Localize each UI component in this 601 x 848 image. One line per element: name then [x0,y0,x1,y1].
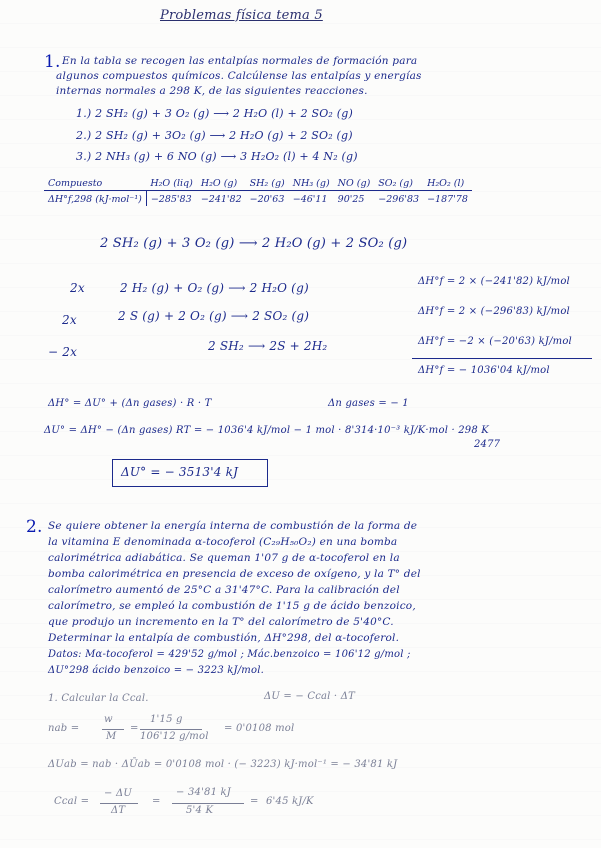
table-cell: −296'83 [374,191,423,207]
table-header-cell: NO (g) [337,178,371,189]
page-title: Problemas física tema 5 [160,8,323,23]
problem-1-line-3: internas normales a 298 K, de las siguientes reacciones. [56,85,368,97]
hess-step-3: 2 SH₂ ⟶ 2S + 2H₂ [208,339,328,353]
table-header-cell: SH₂ (g) [249,178,285,189]
delta-n-gases: Δn gases = − 1 [328,398,409,409]
table-cell: ΔH°f,298 (kJ·mol⁻¹) [44,191,146,207]
table-cell: −46'11 [289,191,334,207]
fraction-1-denominator: M [106,731,117,742]
problem-2-line-6: calorímetro, se empleó la combustión de 1'15 g de ácido benzoico, [48,600,416,612]
fraction-4-numerator: − 34'81 kJ [176,787,232,798]
table-header-row [44,176,472,191]
reaction-2: 2.) 2 SH₂ (g) + 3O₂ (g) ⟶ 2 H₂O (g) + 2 SO₂ (g) [76,129,353,142]
fraction-2-numerator: 1'15 g [150,714,183,725]
hess-result-3: ΔH°f = −2 × (−20'63) kJ/mol [418,336,572,347]
table-cell: −187'78 [423,191,472,207]
enthalpy-table [44,176,472,206]
hess-result-1: ΔH°f = 2 × (−241'82) kJ/mol [418,276,570,287]
problem-2-line-3: calorimétrica adiabática. Se queman 1'07 g de α-tocoferol en la [48,552,400,564]
problem-2-line-5: calorímetro aumentó de 25°C a 31'47°C. Para la calibración del [48,584,400,596]
hess-result-2: ΔH°f = 2 × (−296'83) kJ/mol [418,306,570,317]
relation-equation: ΔH° = ΔU° + (Δn gases) · R · T [48,398,212,409]
problem-2-line-8: Determinar la entalpía de combustión, ΔH°298, del α-tocoferol. [48,632,400,644]
reaction-3: 3.) 2 NH₃ (g) + 6 NO (g) ⟶ 3 H₂O₂ (l) + 4 N₂ (g) [76,150,358,163]
table-row [44,191,472,207]
table-header-cell: NH₃ (g) [292,178,330,189]
reaction-1: 1.) 2 SH₂ (g) + 3 O₂ (g) ⟶ 2 H₂O (l) + 2 SO₂ (g) [76,107,353,120]
problem-2-line-2: la vitamina E denominada α-tocoferol (C₂₉H₅₀O₂) en una bomba [48,536,398,548]
problem-1-line-2: algunos compuestos químicos. Calcúlense las entalpías y energías [56,70,422,82]
hess-step-1: 2 H₂ (g) + O₂ (g) ⟶ 2 H₂O (g) [120,281,309,295]
problem-2-data-2: ΔU°298 ácido benzoico = − 3223 kJ/mol. [48,665,264,676]
table-cell: −285'83 [146,191,196,207]
hess-factor-3: − 2x [48,345,78,359]
temperature-note: 2477 [474,439,501,450]
fraction-3-numerator: − ΔU [104,788,133,799]
fraction-4-bar [172,803,244,804]
table-cell: −20'63 [246,191,289,207]
problem-2-data: Datos: Mα-tocoferol = 429'52 g/mol ; Mác.benzoico = 106'12 g/mol ; [48,649,411,660]
moles-label: nab = [48,723,80,734]
sum-rule [412,358,592,359]
fraction-2-denominator: 106'12 g/mol [140,731,209,742]
fraction-2-bar [140,729,202,730]
table-header-cell: H₂O (g) [200,178,238,189]
problem-2-number: 2. [26,517,43,537]
enthalpy-total: ΔH°f = − 1036'04 kJ/mol [418,365,550,376]
table-header-cell: H₂O₂ (l) [427,178,465,189]
hess-factor-2: 2x [62,313,77,327]
table-cell: −241'82 [197,191,246,207]
energy-line: ΔUab = nab · ΔŪab = 0'0108 mol · (− 3223) kJ·mol⁻¹ = − 34'81 kJ [48,759,398,770]
problem-1-line-1: En la tabla se recogen las entalpías normales de formación para [62,55,418,67]
fraction-4-denominator: 5'4 K [186,805,214,816]
problem-1-number: 1. [44,52,61,72]
problem-2-line-1: Se quiere obtener la energía interna de combustión de la forma de [48,520,418,532]
problem-2-line-7: que produjo un incremento en la T° del calorímetro de 5'40°C. [48,616,394,628]
main-reaction: 2 SH₂ (g) + 3 O₂ (g) ⟶ 2 H₂O (g) + 2 SO₂ (g) [100,236,408,251]
calorimeter-formula: ΔU = − Ccal · ΔT [264,691,355,702]
equals-3: = [250,796,259,807]
table-header-cell: Compuesto [48,178,103,189]
step-1-heading: 1. Calcular la Ccal. [48,693,149,704]
fraction-1-bar [102,729,124,730]
ccal-label: Ccal = [54,796,90,807]
equals-1: = [130,723,139,734]
fraction-3-bar [100,803,138,804]
moles-result: = 0'0108 mol [224,723,295,734]
fraction-3-denominator: ΔT [111,805,126,816]
hess-step-2: 2 S (g) + 2 O₂ (g) ⟶ 2 SO₂ (g) [118,309,310,323]
fraction-1-numerator: w [104,714,113,725]
internal-energy-equation: ΔU° = ΔH° − (Δn gases) RT = − 1036'4 kJ/mol − 1 mol · 8'314·10⁻³ kJ/K·mol · 298 K [44,425,489,436]
ccal-result: 6'45 kJ/K [266,796,314,807]
answer-value: ΔU° = − 3513'4 kJ [121,465,239,479]
table-cell: 90'25 [334,191,375,207]
problem-2-line-4: bomba calorimétrica en presencia de exceso de oxígeno, y la T° del [48,568,421,580]
equals-2: = [152,796,161,807]
hess-factor-1: 2x [70,281,85,295]
table-header-cell: SO₂ (g) [378,178,413,189]
table-header-cell: H₂O (liq) [150,178,193,189]
